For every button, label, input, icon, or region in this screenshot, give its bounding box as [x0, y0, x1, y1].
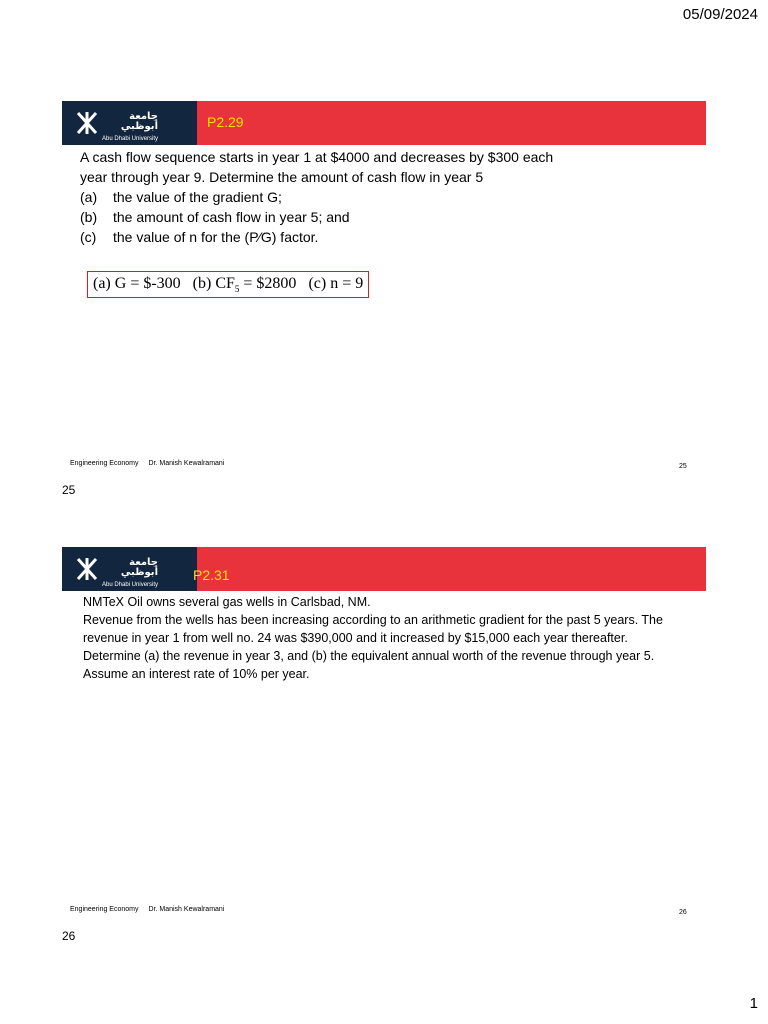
problem-statement: A cash flow sequence starts in year 1 at $4000 and decreases by $300 each year through year 9. Determine the amount of cash flow in year 5 (a) the value of the gradient G; (b) the amount of cash flow in year 5; and (c) the value of n for the (P⁄G) factor. [80, 147, 700, 247]
slide-25 [62, 101, 706, 481]
slide-caption: 25 [62, 483, 76, 497]
list-item: (b) the amount of cash flow in year 5; and [80, 209, 350, 225]
problem-statement: NMTeX Oil owns several gas wells in Carlsbad, NM. Revenue from the wells has been increasing according to an arithmetic gradient for the past 5 years. The revenue in year 1 from well no. 24 was $390,000 and it increased by $15,000 each year thereafter. Determine (a) the revenue in year 3, and (b) the equivalent annual worth of the revenue through year 5. Assume an interest rate of 10% per year. [83, 595, 663, 681]
question-list [80, 187, 700, 247]
slide-banner [62, 101, 706, 145]
slide-footer: Engineering Economy Dr. Manish Kewalramani [70, 906, 225, 913]
page-number: 1 [749, 995, 758, 1012]
university-logo: جامعة أبوظبي Abu Dhabi University [102, 111, 159, 142]
problem-code: P2.31 [193, 567, 230, 583]
university-logo-icon [76, 557, 98, 581]
slide-footer: Engineering Economy Dr. Manish Kewalramani [70, 460, 225, 467]
university-logo: جامعة أبوظبي Abu Dhabi University [102, 557, 159, 588]
problem-code: P2.29 [207, 114, 244, 130]
list-item: (a) the value of the gradient G; [80, 189, 282, 205]
slide-number: 25 [679, 463, 687, 470]
university-logo-icon [76, 111, 98, 135]
slide-26 [62, 547, 706, 927]
list-item: (c) the value of n for the (P⁄G) factor. [80, 229, 319, 245]
slide-caption: 26 [62, 929, 76, 943]
print-date: 05/09/2024 [682, 6, 758, 23]
slide-number: 26 [679, 909, 687, 916]
answer-box: (a) G = $-300 (b) $CF_5$ = $2800 (c) n = 9 [87, 271, 369, 298]
slide-banner [62, 547, 706, 591]
